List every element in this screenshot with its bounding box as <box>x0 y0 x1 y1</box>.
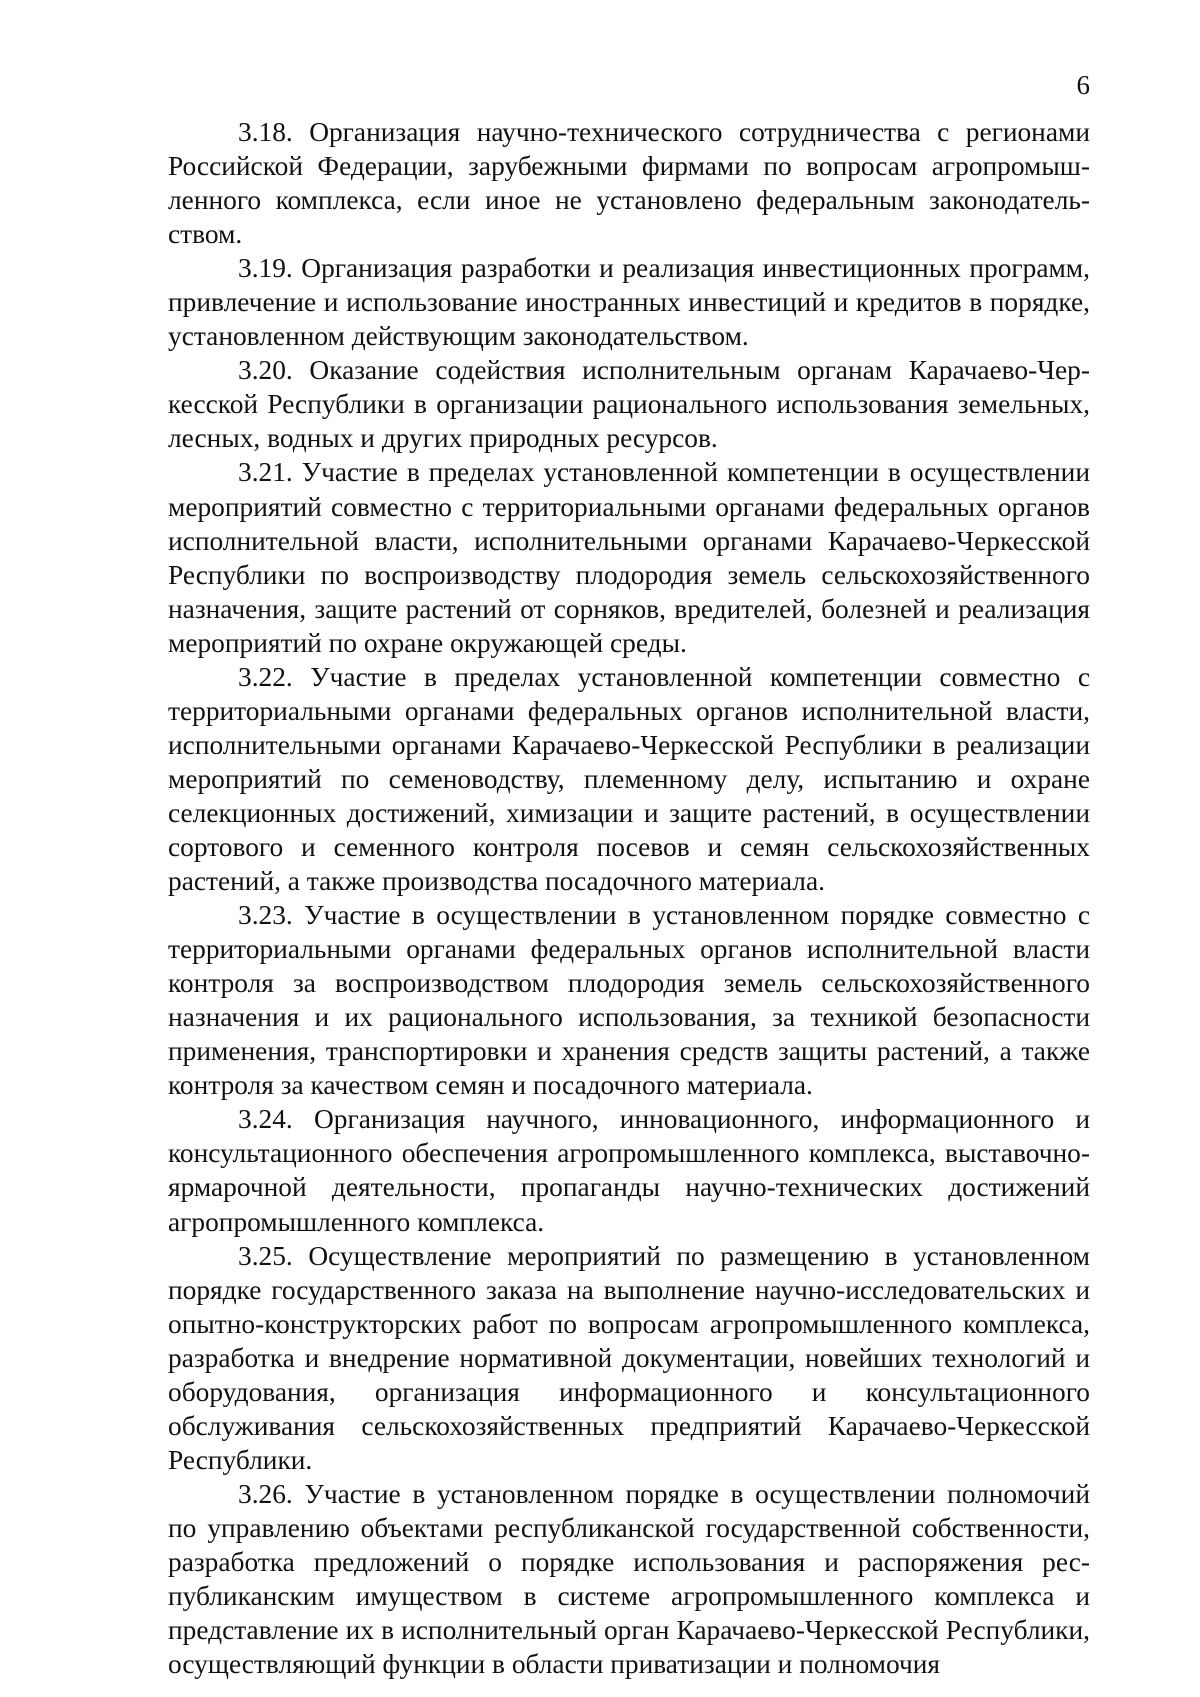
paragraph-3-18: 3.18. Организация научно-технического сотрудничества с регионами Российской Федерации, зарубежными фирмами по вопросам агропромышленного комплекса, если иное не установлено федеральным законодательством. <box>168 117 1090 250</box>
paragraph-3-20: 3.20. Оказание содействия исполнительным органам Карачаево-Черкесской Республики в организации рационального использования земельных, лесных, водных и других природных ресурсов. <box>168 355 1090 454</box>
paragraph-3-24: 3.24. Организация научного, инновационного, информационного и консультационного обеспечения агропромышленного комплекса, выставочно-ярмарочной деятельности, пропаганды научно-технических достижений агропромышленного комплекса. <box>168 1104 1090 1237</box>
document-body <box>168 115 1090 1681</box>
paragraph-3-26: 3.26. Участие в установленном порядке в осуществлении полномочий по управлению объектами республиканской государственной собственности, разработка предложений о порядке использования и распоряжения республиканским имуществом в системе агропромышленного комплекса и представление их в исполнительный орган Карачаево-Черкесской Республики, осуществляющий функции в области приватизации и полномочия <box>168 1478 1090 1680</box>
paragraph-3-22: 3.22. Участие в пределах установленной компетенции совместно с территориальными органами федеральных органов исполнительной власти, исполнительными органами Карачаево-Черкесской Республики в реализации мероприятий по семеноводству, племенному делу, испытанию и охране селекционных достижений, химизации и защите растений, в осуществлении сортового и семенного контроля посевов и семян сельскохозяйственных растений, а также производства посадочного материала. <box>168 661 1090 897</box>
paragraph-3-21: 3.21. Участие в пределах установленной компетенции в осуществлении мероприятий совместно с территориальными органами федеральных органов исполнительной власти, исполнительными органами Карачаево-Черкесской Республики по воспроизводству плодородия земель сельскохозяйственного назначения, защите растений от сорняков, вредителей, болезней и реализация мероприятий по охране окружающей среды. <box>168 457 1090 658</box>
paragraph-3-23: 3.23. Участие в осуществлении в установленном порядке совместно с территориальными органами федеральных органов исполнительной власти контроля за воспроизводством плодородия земель сельскохозяйственного назначения и их рационального использования, за техникой безопасности применения, транспортировки и хранения средств защиты растений, а также контроля за качеством семян и посадочного материала. <box>168 900 1090 1101</box>
paragraph-3-25: 3.25. Осуществление мероприятий по размещению в установленном порядке государственного заказа на выполнение научно-исследовательских и опытно-конструкторских работ по вопросам агропромышленного комплекса, разработка и внедрение нормативной документации, новейших технологий и оборудования, организация информационного и консультационного обслуживания сельскохозяйственных предприятий Карачаево-Черкесской Республики. <box>168 1240 1090 1475</box>
paragraph-3-19: 3.19. Организация разработки и реализация инвестиционных программ, привлечение и использование иностранных инвестиций и кредитов в порядке, установленном действующим законодательством. <box>168 253 1090 352</box>
page-number: 6 <box>1076 70 1090 100</box>
